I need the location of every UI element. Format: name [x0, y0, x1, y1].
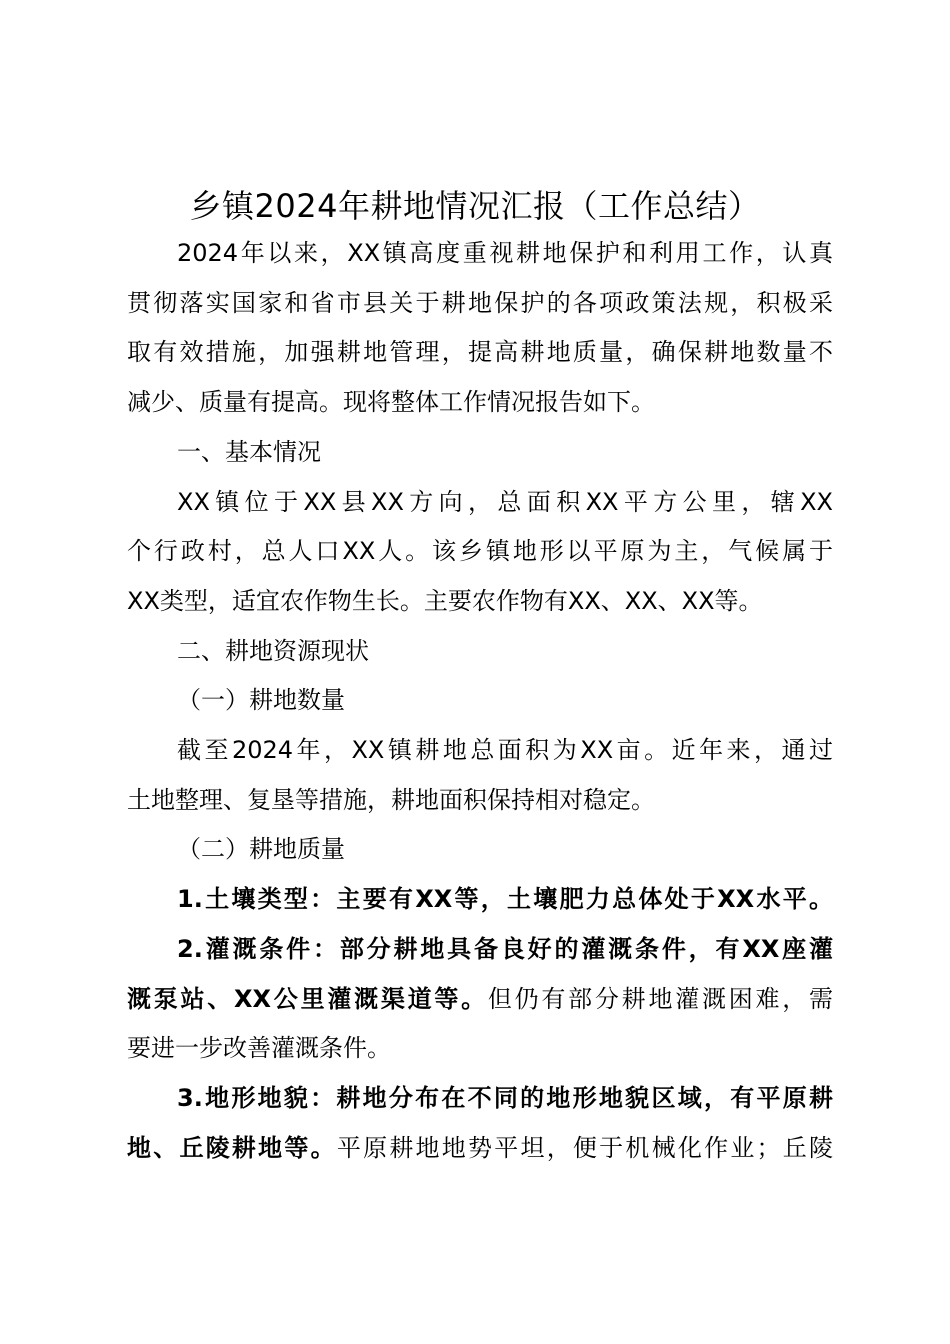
text-line: 个行政村，总人口XX人。该乡镇地形以平原为主，气候属于 — [127, 537, 833, 566]
text-line: 取有效措施，加强耕地管理，提高耕地质量，确保耕地数量不 — [127, 338, 833, 367]
document-title: 乡镇2024年耕地情况汇报（工作总结） — [189, 187, 761, 225]
intro-paragraph — [127, 229, 833, 428]
quality-item-terrain — [127, 1074, 833, 1173]
text-line: XX类型，适宜农作物生长。主要农作物有XX、XX、XX等。 — [127, 586, 763, 615]
section-heading-resources: 二、耕地资源现状 — [177, 636, 369, 665]
bold-text: 溉泵站、XX公里灌溉渠道等。 — [127, 984, 488, 1013]
quality-item-soil: 1.土壤类型：主要有XX等，土壤肥力总体处于XX水平。 — [177, 885, 833, 914]
text-line: 2.灌溉条件：部分耕地具备良好的灌溉条件，有XX座灌 — [177, 934, 833, 963]
subsection-heading-quantity: （一）耕地数量 — [177, 686, 345, 715]
text-line — [127, 975, 833, 1025]
bold-text: 地、丘陵耕地等。 — [127, 1133, 337, 1162]
text-line — [127, 1124, 833, 1174]
text-line: 截至2024年，XX镇耕地总面积为XX亩。近年来，通过 — [177, 736, 833, 765]
quality-item-irrigation — [127, 925, 833, 1074]
section-heading-basic: 一、基本情况 — [177, 437, 321, 466]
text-line: 要进一步改善灌溉条件。 — [127, 1034, 391, 1063]
text-line: 减少、质量有提高。现将整体工作情况报告如下。 — [127, 388, 655, 417]
text-line: XX镇位于XX县XX方向，总面积XX平方公里，辖XX — [177, 487, 833, 516]
subsection-heading-quality: （二）耕地质量 — [177, 835, 345, 864]
text-line: 2024年以来，XX镇高度重视耕地保护和利用工作，认真 — [177, 239, 833, 267]
document-body — [127, 229, 833, 1173]
text-line: 3.地形地貌：耕地分布在不同的地形地貌区域，有平原耕 — [177, 1083, 833, 1112]
text-line: 土地整理、复垦等措施，耕地面积保持相对稳定。 — [127, 785, 655, 814]
plain-text: 但仍有部分耕地灌溉困难，需 — [487, 984, 834, 1013]
text-line: 贯彻落实国家和省市县关于耕地保护的各项政策法规，积极采 — [127, 288, 833, 317]
plain-text: 平原耕地地势平坦，便于机械化作业；丘陵 — [336, 1133, 834, 1162]
quantity-paragraph — [127, 726, 833, 825]
basic-paragraph — [127, 478, 833, 627]
